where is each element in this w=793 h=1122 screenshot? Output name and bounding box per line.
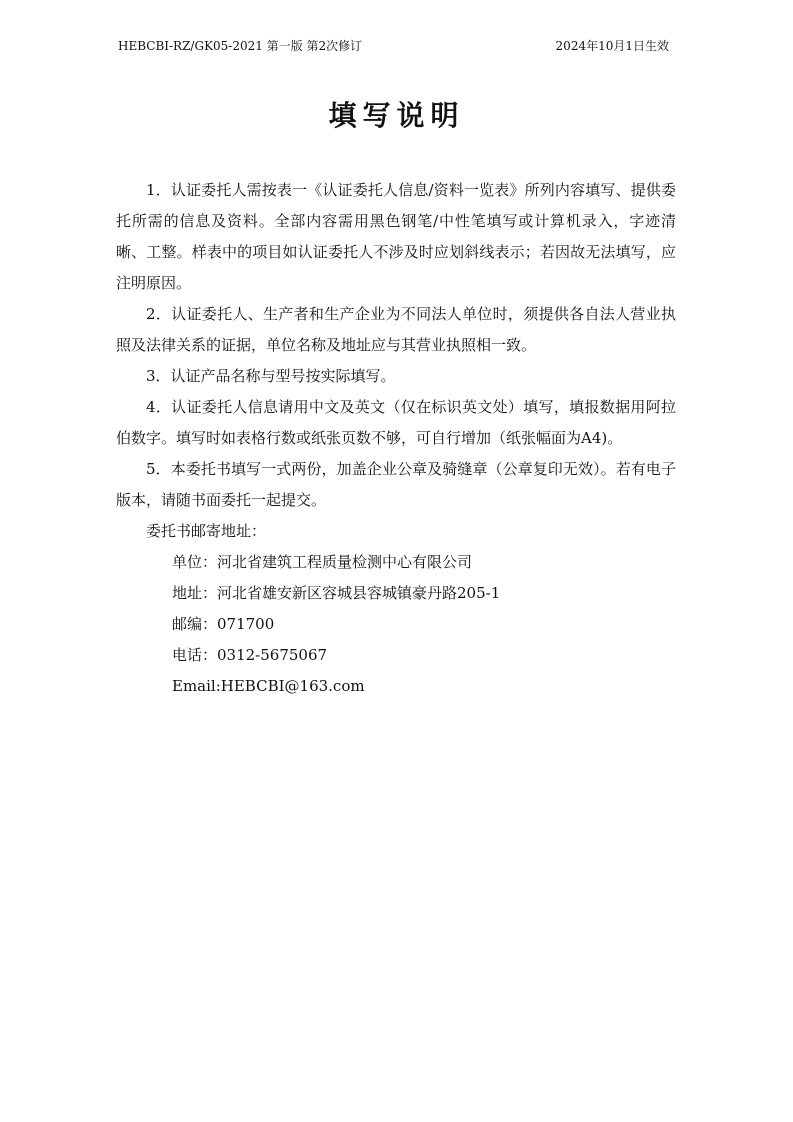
mailing-phone: 电话：0312-5675067 bbox=[172, 646, 328, 664]
instruction-paragraph-1: 1．认证委托人需按表一《认证委托人信息/资料一览表》所列内容填写、提供委托所需的信息及资料。全部内容需用黑色钢笔/中性笔填写或计算机录入，字迹清晰、工整。样表中的项目如认证委托人不涉及时应划斜线表示；若因故无法填写，应注明原因。 bbox=[116, 181, 676, 292]
instruction-paragraph-4: 4．认证委托人信息请用中文及英文（仅在标识英文处）填写，填报数据用阿拉伯数字。填写时如表格行数或纸张页数不够，可自行增加（纸张幅面为A4)。 bbox=[116, 398, 676, 447]
instruction-paragraph-3: 3．认证产品名称与型号按实际填写。 bbox=[146, 367, 396, 385]
mailing-postcode: 邮编：071700 bbox=[172, 615, 275, 633]
instruction-paragraph-2: 2．认证委托人、生产者和生产企业为不同法人单位时，须提供各自法人营业执照及法律关系的证据，单位名称及地址应与其营业执照相一致。 bbox=[116, 305, 676, 354]
mailing-unit: 单位：河北省建筑工程质量检测中心有限公司 bbox=[172, 553, 473, 571]
instruction-paragraph-5: 5．本委托书填写一式两份，加盖企业公章及骑缝章（公章复印无效）。若有电子版本，请随书面委托一起提交。 bbox=[116, 460, 676, 509]
page-title: 填写说明 bbox=[328, 99, 465, 132]
effective-date: 2024年10月1日生效 bbox=[555, 39, 669, 53]
document-code: HEBCBI-RZ/GK05-2021 第一版 第2次修订 bbox=[118, 39, 363, 53]
page-header bbox=[118, 38, 669, 54]
instructions-body bbox=[116, 175, 676, 702]
mailing-address: 地址：河北省雄安新区容城县容城镇豪丹路205-1 bbox=[172, 584, 501, 602]
mailing-email: Email:HEBCBI@163.com bbox=[172, 677, 365, 695]
mailing-address-heading: 委托书邮寄地址： bbox=[146, 522, 267, 540]
